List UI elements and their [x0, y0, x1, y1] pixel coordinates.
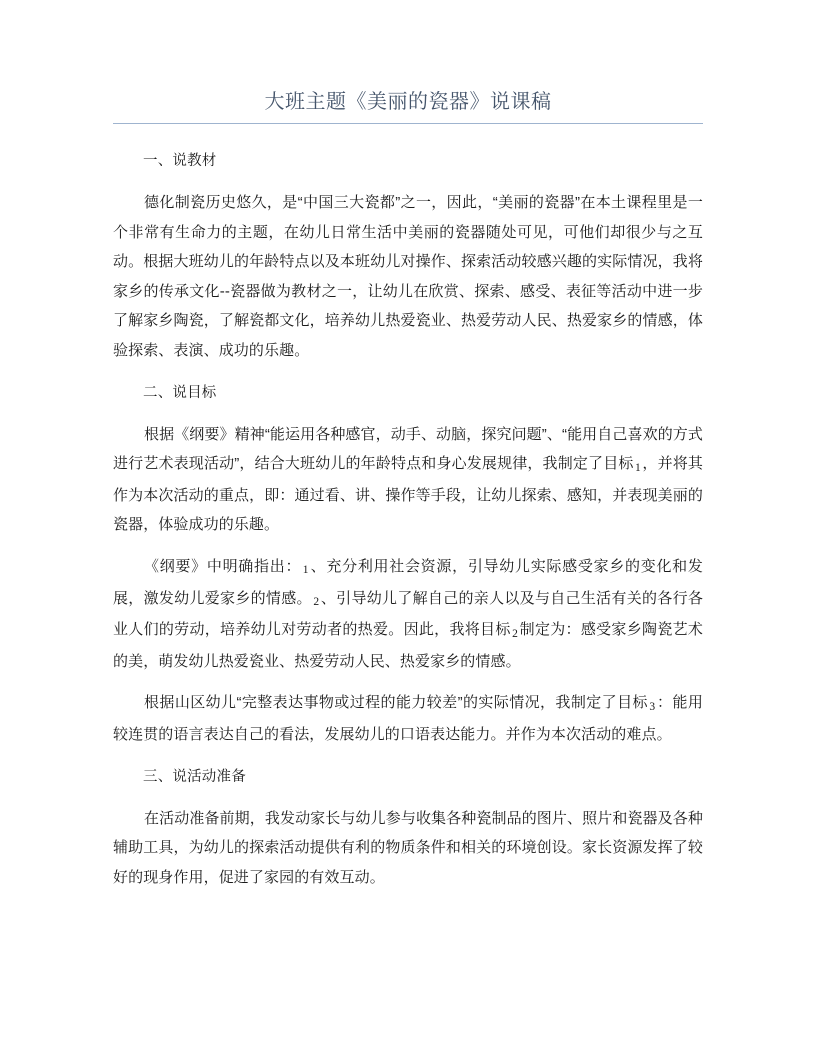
outline-point-number-2: 2 — [313, 596, 320, 609]
paragraph-activity-preparation: 在活动准备前期，我发动家长与幼儿参与收集各种瓷制品的图片、照片和瓷器及各种辅助工具，为幼儿的探索活动提供有利的物质条件和相关的环境创设。家长资源发挥了较好的现身作用，促进了家园的有效互动。 — [113, 809, 703, 886]
goal-3-number: 3 — [649, 700, 656, 713]
goal-2-text: 制定为：感受家乡陶瓷艺术的美，萌发幼儿热爱瓷业、热爱劳动人民、热爱家乡的情感。 — [113, 621, 703, 670]
paragraph-goal-1 — [113, 420, 703, 540]
outline-point-2-text: 、引导幼儿了解自己的亲人以及与自己生活有关的各行各业人们的劳动，培养幼儿对劳动者的热爱。因此，我将目标 — [113, 589, 703, 639]
goal-1-number: 1 — [635, 461, 641, 474]
outline-point-number-1: 1 — [302, 564, 309, 577]
title-divider — [113, 123, 703, 124]
section-heading-2: 二、说目标 — [143, 384, 217, 401]
outline-intro: 《纲要》中明确指出： — [144, 557, 302, 575]
goal-1-text-before: 根据《纲要》精神“能运用各种感官，动手、动脑，探究问题”、“能用自己喜欢的方式进行艺术表现活动”，结合大班幼儿的年龄特点和身心发展规律，我制定了目标 — [113, 425, 703, 473]
goal-1-text-after: ，并将其作为本次活动的重点，即：通过看、讲、操作等手段，让幼儿探索、感知，并表现美丽的瓷器，体验成功的乐趣。 — [113, 455, 704, 534]
section-heading-3: 三、说活动准备 — [143, 768, 246, 785]
section-heading-1: 一、说教材 — [143, 153, 217, 169]
goal-2-number: 2 — [512, 627, 518, 640]
paragraph-outline-points — [113, 552, 703, 676]
page-title: 大班主题《美丽的瓷器》说课稿 — [264, 91, 552, 113]
paragraph-teaching-material: 德化制瓷历史悠久，是“中国三大瓷都”之一，因此，“美丽的瓷器”在本土课程里是一个非常有生命力的主题，在幼儿日常生活中美丽的瓷器随处可见，可他们却很少与之互动。根据大班幼儿的年龄特点以及本班幼儿对操作、探索活动较感兴趣的实际情况，我将家乡的传承文化--瓷器做为教材之一，让幼儿在欣赏、探索、感受、表征等活动中进一步了解家乡陶瓷，了解瓷都文化，培养幼儿热爱瓷业、热爱劳动人民、热爱家乡的情感，体验探索、表演、成功的乐趣。 — [113, 194, 703, 359]
outline-point-1-text: 、充分利用社会资源，引导幼儿实际感受家乡的变化和发展，激发幼儿爱家乡的情感。 — [113, 557, 703, 607]
goal-3-text-before: 根据山区幼儿“完整表达事物或过程的能力较差”的实际情况，我制定了目标 — [144, 694, 648, 712]
paragraph-goal-3 — [113, 688, 703, 749]
document-content — [113, 88, 703, 892]
goal-3-text-after: ：能用较连贯的语言表达自己的看法，发展幼儿的口语表达能力。并作为本次活动的难点。 — [113, 694, 703, 743]
